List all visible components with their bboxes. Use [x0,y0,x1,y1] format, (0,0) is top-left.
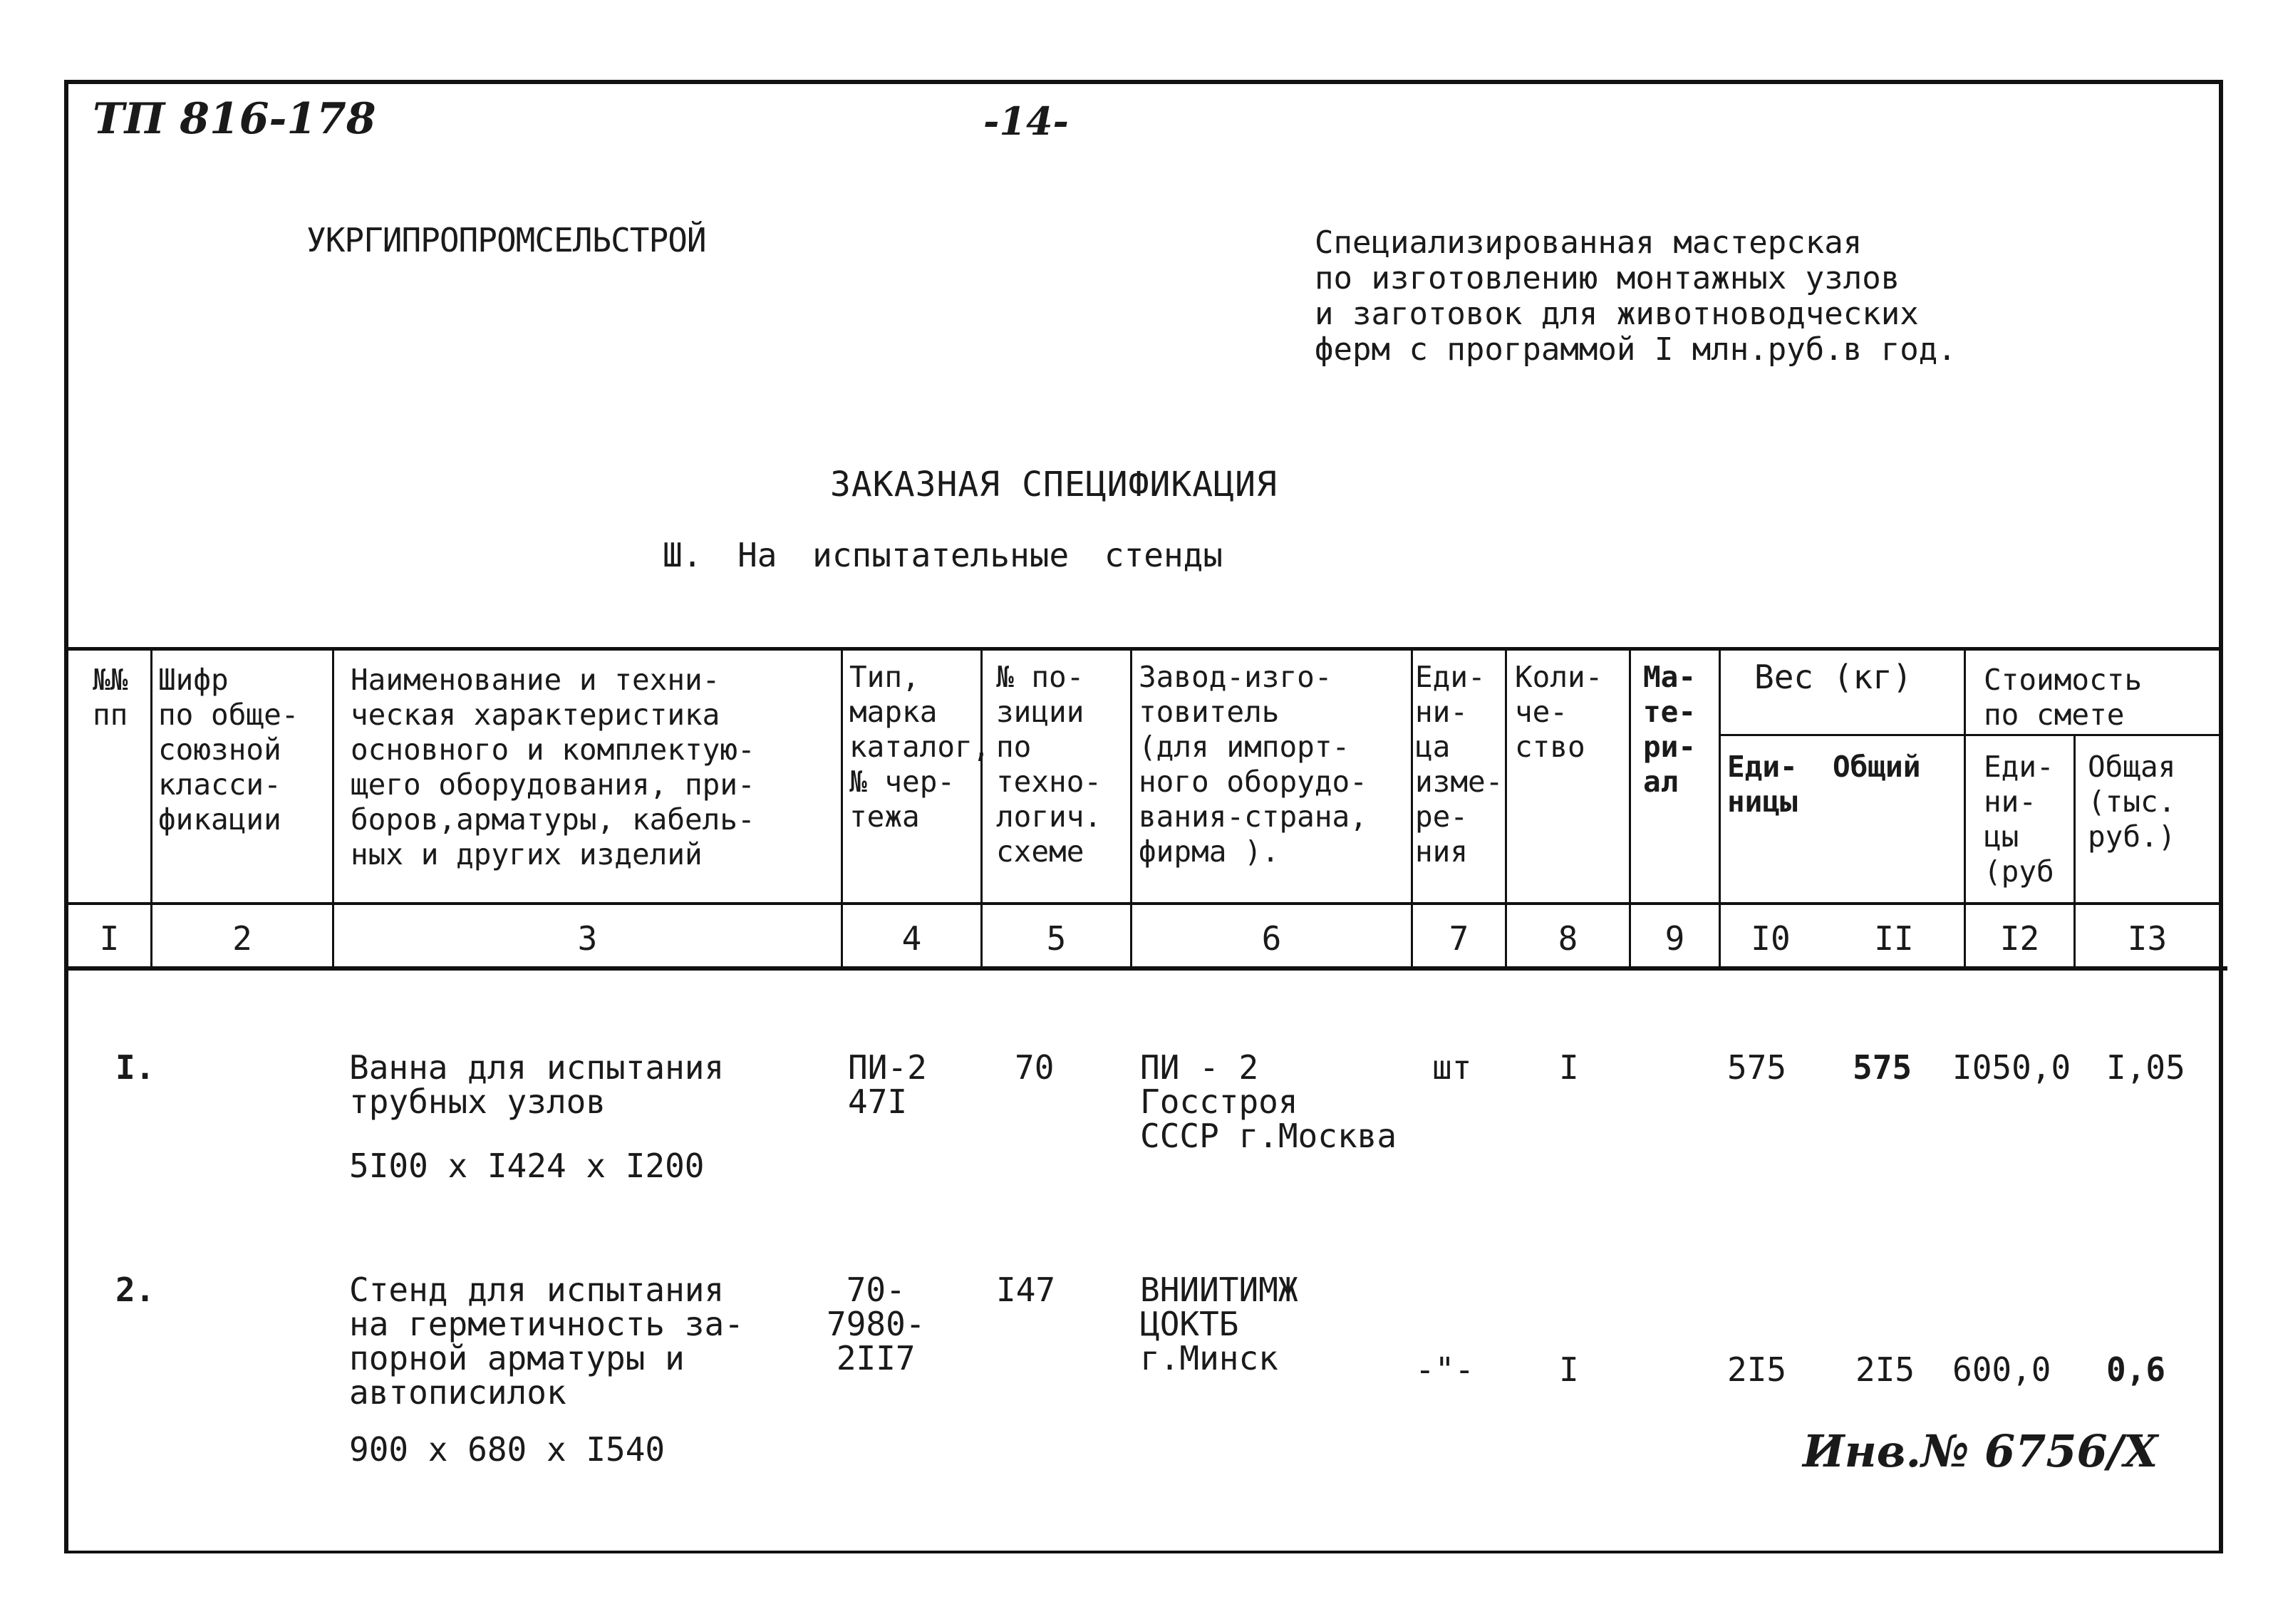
header-bottom-border [68,902,2219,905]
row-quantity: I [1559,1048,1579,1087]
header-unit: Еди- ни- ца изме- ре- ния [1415,660,1503,869]
header-type: Тип, марка каталог, № чер- тежа [849,660,990,834]
column-number: I2 [1999,919,2040,958]
header-cost-unit: Еди- ни- цы (руб [1984,750,2054,889]
cost-group-divider [1719,734,2219,736]
document-code: ТП 816-178 [93,94,376,144]
row-index: 2. [115,1271,155,1309]
workshop-description: Специализированная мастерская по изготовлению монтажных узлов и заготовок для животноводческих ферм с программой I млн.руб.в год. [1315,224,1957,368]
column-number: 6 [1261,919,1282,958]
row-quantity: I [1559,1350,1579,1389]
header-name: Наименование и техни- ческая характеристика основного и комплектую- щего оборудования, при- боров,арматуры, кабель- ных и других изделий [351,663,755,872]
header-classification: Шифр по обще- союзной класси- фикации [158,663,299,837]
row-unit: шт [1432,1048,1472,1087]
header-weight-group: Вес (кг) [1754,658,1912,696]
row-unit: -"- [1415,1350,1475,1389]
header-weight-total: Общий [1833,750,1921,784]
document-subtitle: Ш. На испытательные стенды [663,536,1223,574]
numbers-bottom-border [68,966,2227,971]
column-number: 3 [577,919,598,958]
row-type: ПИ-2 47I [848,1048,927,1121]
document-title: ЗАКАЗНАЯ СПЕЦИФИКАЦИЯ [830,465,1278,505]
row-cost-unit: 600,0 [1952,1350,2051,1389]
column-number: 5 [1046,919,1067,958]
row-item-name: Ванна для испытания трубных узлов [349,1048,725,1121]
row-dimensions: 5I00 x I424 x I200 [349,1147,705,1185]
inventory-number: Инв.№ 6756/Х [1803,1425,2158,1477]
column-number: 4 [901,919,922,958]
row-type: 70- 7980- 2II7 [827,1271,926,1377]
row-position: I47 [996,1271,1056,1309]
table-top-border [68,647,2219,651]
column-number: 7 [1449,919,1469,958]
row-weight-unit: 2I5 [1727,1350,1787,1389]
row-cost-unit: I050,0 [1952,1048,2071,1087]
header-material: Ма- те- ри- ал [1643,660,1697,799]
column-number: I [99,919,120,958]
column-number: 9 [1664,919,1685,958]
row-position: 70 [1015,1048,1055,1087]
column-number: I3 [2127,919,2168,958]
header-cost-total: Общая (тыс. руб.) [2088,750,2176,854]
header-quantity: Коли- че- ство [1515,660,1603,764]
row-weight-unit: 575 [1727,1048,1787,1087]
header-cost-group: Стоимость по смете [1984,663,2143,732]
column-number: 2 [232,919,252,958]
row-item-name: Стенд для испытания на герметичность за- порной арматуры и автописилок [349,1271,744,1412]
row-dimensions: 900 x 680 x I540 [349,1430,666,1469]
row-weight-total: 2I5 [1855,1350,1915,1389]
header-weight-unit: Еди- ницы [1727,750,1798,819]
row-weight-total: 575 [1853,1048,1912,1087]
page-number: -14- [983,98,1069,144]
row-cost-total: I,05 [2106,1048,2185,1087]
column-number: I0 [1751,919,1791,958]
row-cost-total: 0,6 [2106,1350,2166,1389]
row-manufacturer: ВНИИТИМЖ ЦОКТБ г.Минск [1140,1271,1298,1377]
header-manufacturer: Завод-изго- товитель (для импорт- ного оборудо- вания-страна, фирма ). [1139,660,1367,869]
row-manufacturer: ПИ - 2 Госстроя СССР г.Москва [1140,1048,1397,1155]
row-index: I. [115,1048,155,1087]
header-position: № по- зиции по техно- логич. схеме [996,660,1102,869]
header-row-number: №№ пп [93,663,128,732]
column-number: 8 [1558,919,1578,958]
column-number: II [1874,919,1914,958]
organization-name: УКРГИПРОПРОМСЕЛЬСТРОЙ [306,221,706,259]
